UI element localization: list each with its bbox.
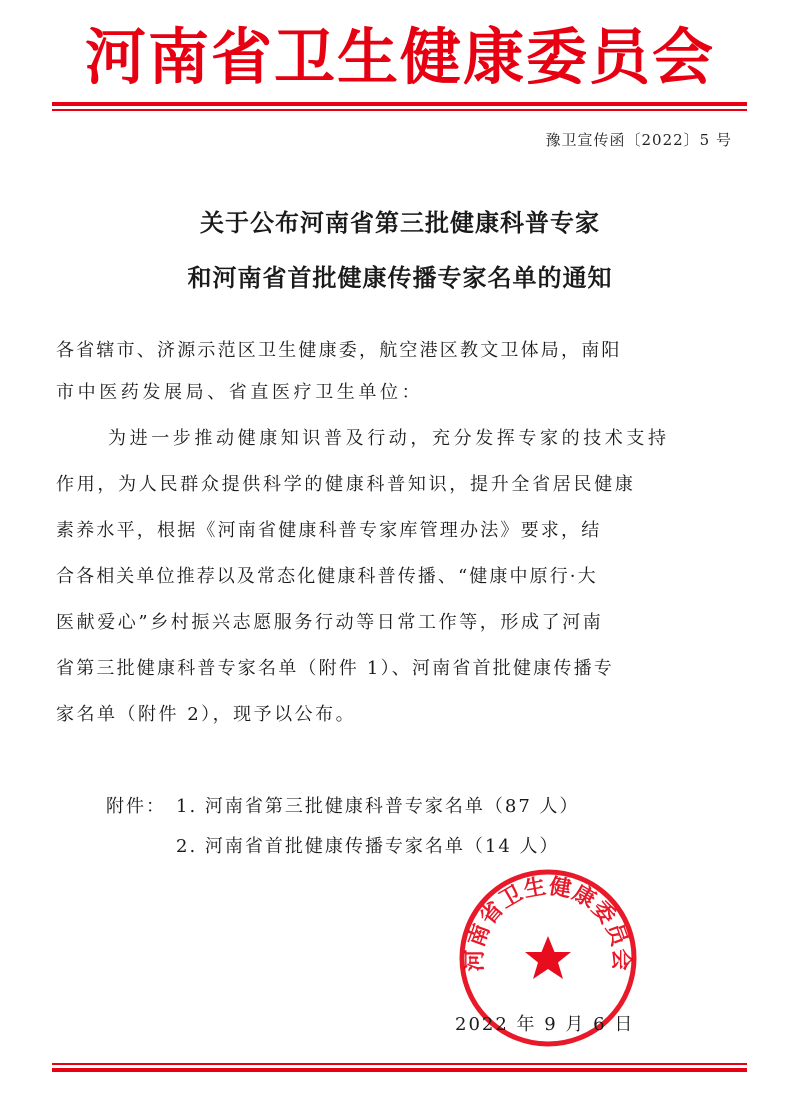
star-icon	[525, 936, 571, 979]
body-line: 素养水平，根据《河南省健康科普专家库管理办法》要求，结	[56, 520, 602, 541]
masthead-title: 河南省卫生健康委员会	[84, 22, 715, 93]
footer-rule-thin	[52, 1063, 747, 1065]
body-line: 为进一步推动健康知识普及行动，充分发挥专家的技术支持	[108, 428, 670, 449]
body-line: 作用，为人民群众提供科学的健康科普知识，提升全省居民健康	[56, 474, 636, 495]
attachment-item: 1. 河南省第三批健康科普专家名单（87 人）	[176, 796, 580, 817]
seal-text: 河南省卫生健康委员会	[462, 874, 634, 972]
body-line: 医献爱心”乡村振兴志愿服务行动等日常工作等，形成了河南	[56, 612, 604, 633]
document-number: 豫卫宣传函〔2022〕5 号	[545, 131, 732, 149]
addressee-line-1: 各省辖市、济源示范区卫生健康委，航空港区教文卫体局，南阳	[56, 340, 622, 361]
body-line: 合各相关单位推荐以及常态化健康科普传播、“健康中原行·大	[56, 566, 598, 587]
body-line: 家名单（附件 2），现予以公布。	[56, 704, 357, 725]
attachment-item: 2. 河南省首批健康传播专家名单（14 人）	[176, 836, 560, 857]
notice-title-line-1: 关于公布河南省第三批健康科普专家	[200, 208, 600, 237]
issue-date: 2022 年 9 月 6 日	[455, 1014, 635, 1035]
notice-title-line-2: 和河南省首批健康传播专家名单的通知	[187, 263, 613, 292]
masthead-rule-thick	[52, 102, 747, 106]
attachments-label: 附件：	[106, 796, 166, 817]
footer-rule-thick	[52, 1068, 747, 1072]
masthead-rule-thin	[52, 109, 747, 111]
addressee-line-2: 市中医药发展局、省直医疗卫生单位：	[56, 382, 424, 403]
body-line: 省第三批健康科普专家名单（附件 1）、河南省首批健康传播专	[56, 658, 614, 679]
